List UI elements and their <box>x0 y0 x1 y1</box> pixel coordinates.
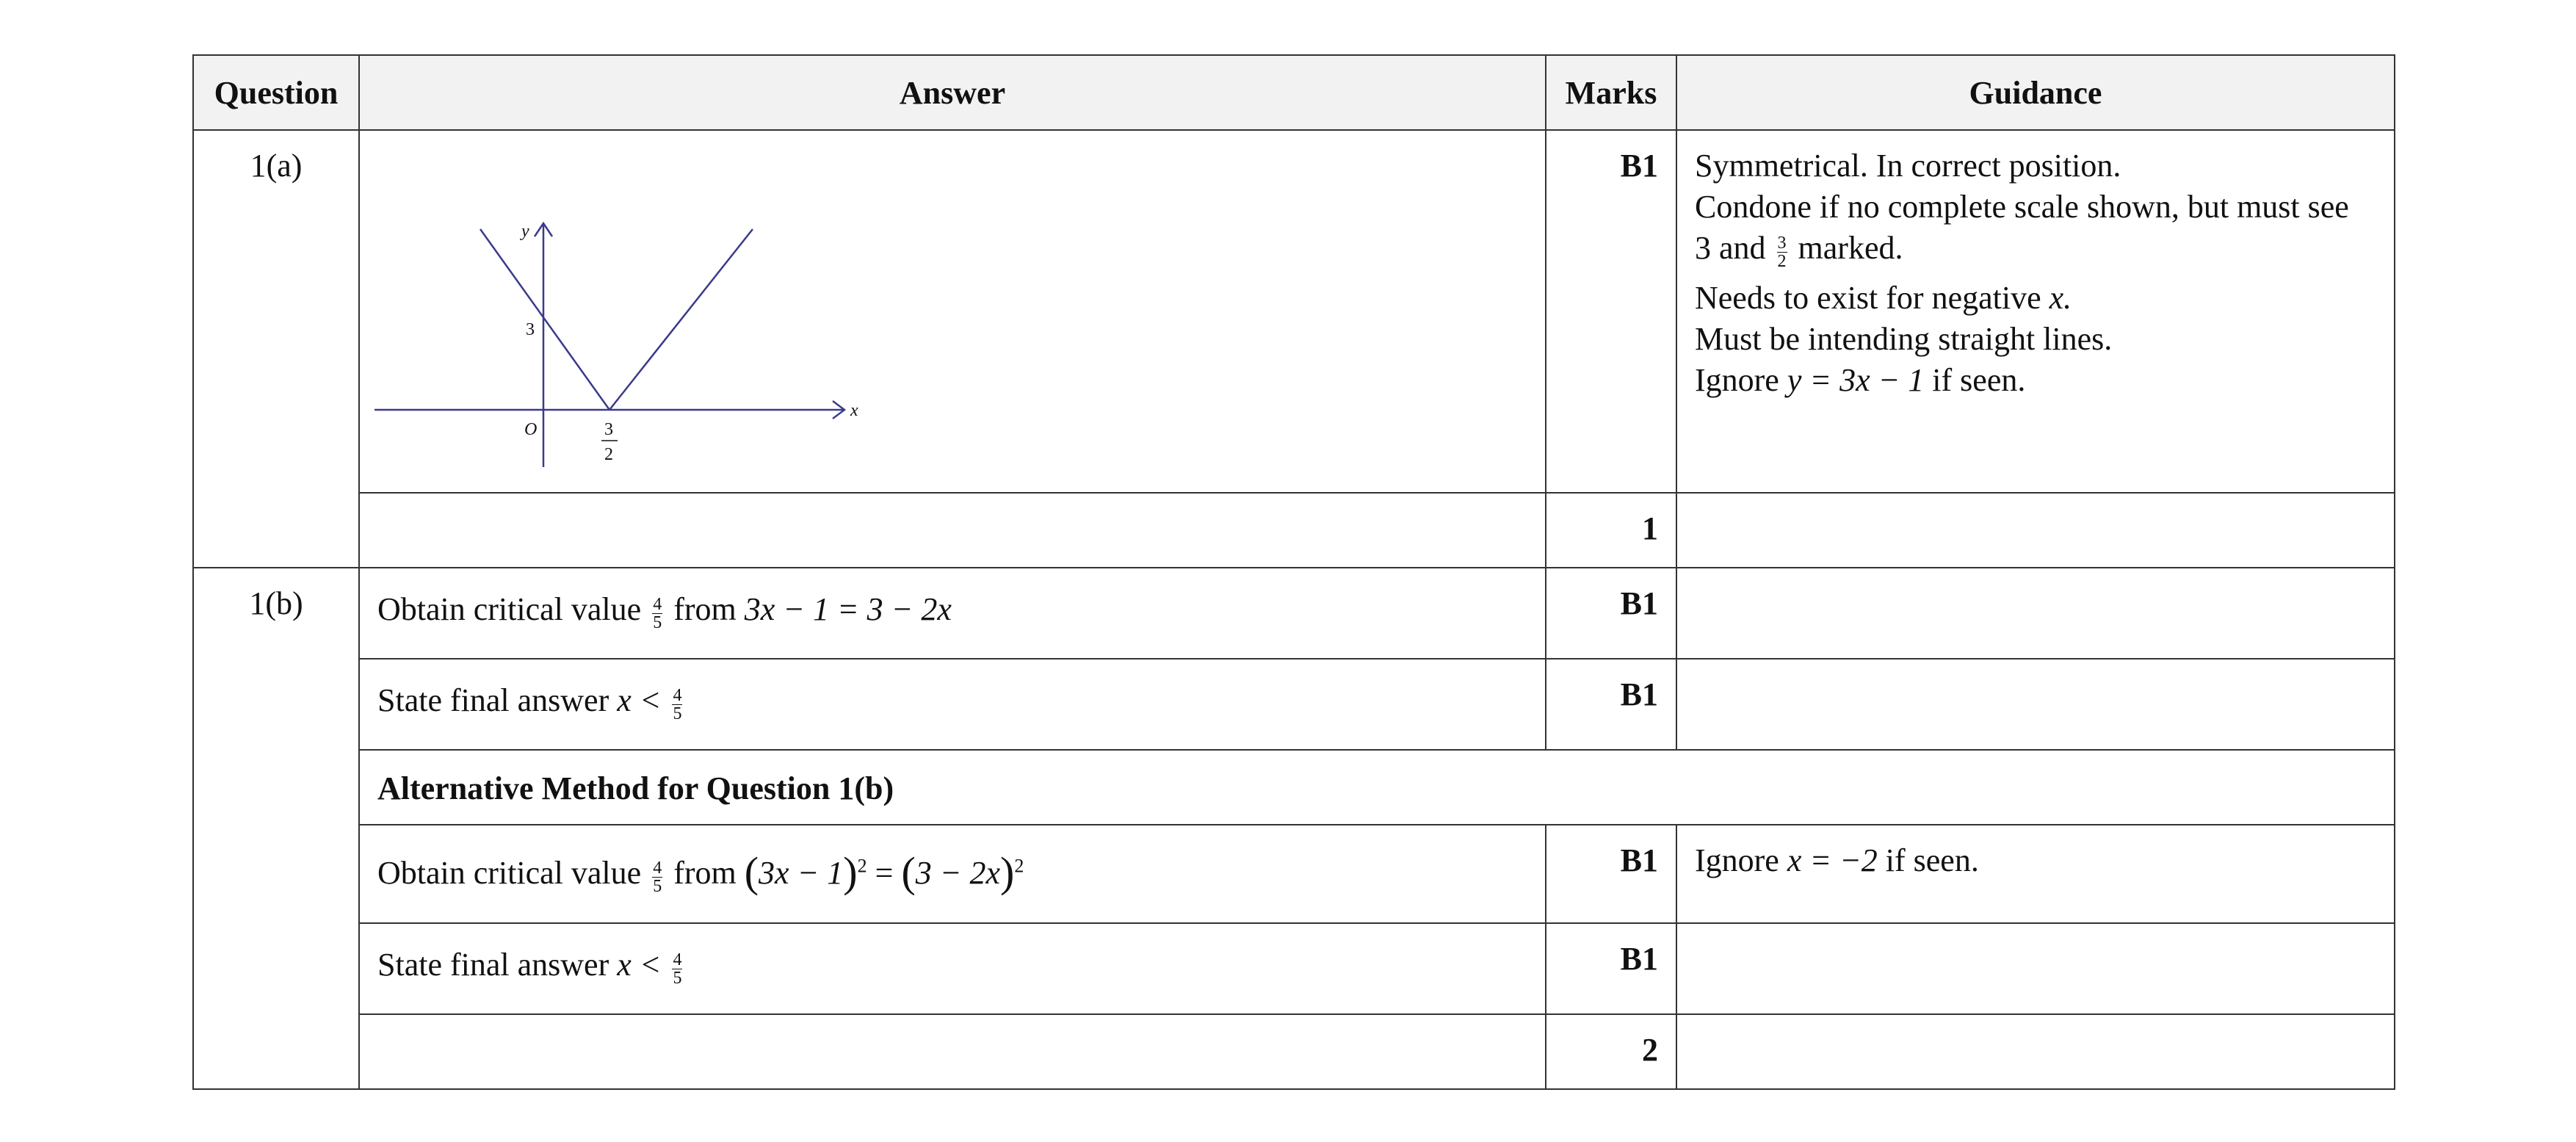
q1b-answer-2: State final answer x < $\frac{4}{5}$ <box>359 659 1546 750</box>
alt-method-heading: Alternative Method for Question 1(b) <box>359 750 2395 825</box>
x-intercept-denominator: 2 <box>604 445 613 464</box>
modulus-graph <box>375 134 889 479</box>
header-question: Question <box>193 55 359 130</box>
q1b-total: 2 <box>1546 1014 1676 1089</box>
fraction: $\frac{4}{5}$ <box>673 685 682 723</box>
q1a-total: 1 <box>1546 493 1676 568</box>
question-label-1b: 1(b) <box>193 568 359 1089</box>
y-intercept-label: 3 <box>526 320 535 339</box>
q1a-answer-cell <box>359 130 1546 493</box>
q1a-row <box>193 130 2395 493</box>
q1a-guidance <box>1676 130 2395 493</box>
q1b-mark-3: B1 <box>1546 825 1676 923</box>
mark-scheme-table <box>192 54 2395 1090</box>
q1b-row-1 <box>193 568 2395 659</box>
graph-right-branch <box>609 229 753 410</box>
question-label-1a: 1(a) <box>193 130 359 568</box>
header-answer: Answer <box>359 55 1546 130</box>
q1b-mark-4: B1 <box>1546 923 1676 1014</box>
guidance-line: Ignore y = 3x − 1 if seen. <box>1695 361 2026 398</box>
q1b-row-4 <box>193 923 2395 1014</box>
q1b-answer-1: Obtain critical value $\frac{4}{5}$ from 3x − 1 = 3 − 2x <box>359 568 1546 659</box>
graph-left-branch <box>480 229 609 410</box>
q1b-row-2 <box>193 659 2395 750</box>
fraction: $\frac{3}{2}$ <box>1777 233 1787 271</box>
header-row <box>193 55 2395 130</box>
guidance-line: 3 and $\frac{3}{2}$ marked. <box>1695 230 1903 271</box>
guidance-line: Symmetrical. In correct position. <box>1695 148 2121 184</box>
origin-label: O <box>524 420 538 439</box>
guidance-line: Condone if no complete scale shown, but must see <box>1695 189 2349 225</box>
header-marks: Marks <box>1546 55 1676 130</box>
q1a-total-row <box>193 493 2395 568</box>
q1b-answer-3: Obtain critical value $\frac{4}{5}$ from $(3x - 1)^2 = (3 - 2x)^2$ <box>359 825 1546 923</box>
q1a-mark: B1 <box>1546 130 1676 493</box>
q1b-answer-4: State final answer x < $\frac{4}{5}$ <box>359 923 1546 1014</box>
fraction: $\frac{4}{5}$ <box>673 950 682 988</box>
guidance-line: Needs to exist for negative x. <box>1695 279 2072 316</box>
fraction: $\frac{4}{5}$ <box>653 594 662 632</box>
x-intercept-numerator: 3 <box>604 420 613 439</box>
alt-method-row <box>193 750 2395 825</box>
fraction: $\frac{4}{5}$ <box>653 858 662 896</box>
q1b-row-3 <box>193 825 2395 923</box>
guidance-line: Must be intending straight lines. <box>1695 320 2113 357</box>
x-axis-label: x <box>850 401 858 420</box>
header-guidance: Guidance <box>1676 55 2395 130</box>
q1b-mark-2: B1 <box>1546 659 1676 750</box>
q1b-mark-1: B1 <box>1546 568 1676 659</box>
y-axis-label: y <box>521 222 529 241</box>
q1b-total-row <box>193 1014 2395 1089</box>
q1b-guidance-3: Ignore x = −2 if seen. <box>1676 825 2395 923</box>
